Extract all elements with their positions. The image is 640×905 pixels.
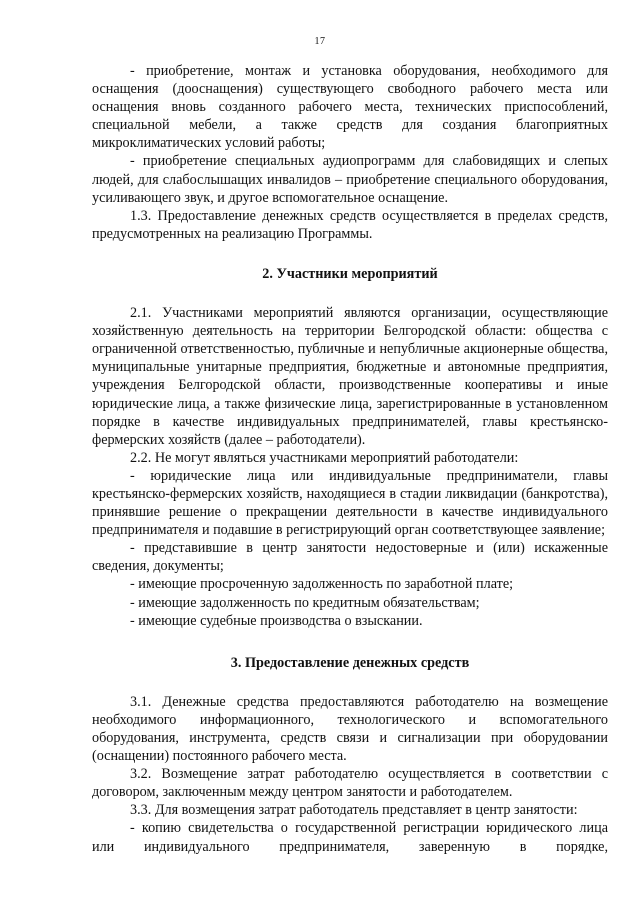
paragraph-3-2: 3.2. Возмещение затрат работодателю осуществляется в соответствии с договором, заключенным между центром занятости и работодателем. bbox=[92, 766, 608, 801]
paragraph-2-2: 2.2. Не могут являться участниками мероприятий работодатели: bbox=[130, 449, 519, 466]
list-item-registration-copy: - копию свидетельства о государственной регистрации юридического лица или индивидуального предпринимателя, заверенную в порядке, bbox=[92, 820, 608, 855]
list-item-liquidation: - юридические лица или индивидуальные предприниматели, главы крестьянско-фермерских хозяйств, находящиеся в стадии ликвидации (банкротства), принявшие решение о прекращении деятельности в качестве индивидуального предпринимателя и подавшие в регистрирующий орган соответствующее заявление; bbox=[92, 467, 608, 539]
paragraph-equipment-purchase: - приобретение, монтаж и установка оборудования, необходимого для оснащения (дооснащения) существующего свободного рабочего места или оснащения вновь созданного рабочего места, технических приспособлений, специальной мебели, а также средств для создания благоприятных микроклиматических условий работы; bbox=[92, 63, 608, 152]
paragraph-3-1: 3.1. Денежные средства предоставляются работодателю на возмещение необходимого информационного, технологического и вспомогательного оборудования, инструмента, средств связи и сигнализации при оборудовании (оснащении) постоянного рабочего места. bbox=[92, 693, 608, 765]
section-2-heading: 2. Участники мероприятий bbox=[262, 265, 438, 282]
list-item-credit-debt: - имеющие задолженность по кредитным обязательствам; bbox=[130, 594, 480, 611]
paragraph-3-3: 3.3. Для возмещения затрат работодатель представляет в центр занятости: bbox=[130, 802, 578, 819]
list-item-wage-debt: - имеющие просроченную задолженность по заработной плате; bbox=[130, 576, 514, 593]
section-3-heading: 3. Предоставление денежных средств bbox=[230, 654, 470, 671]
list-item-false-info: - представившие в центр занятости недостоверные и (или) искаженные сведения, документы; bbox=[92, 540, 608, 575]
paragraph-2-1: 2.1. Участниками мероприятий являются организации, осуществляющие хозяйственную деятельность на территории Белгородской области: общества с ограниченной ответственностью, публичные и непубличные акционерные общества, муниципальные унитарные предприятия, бюджетные и автономные предприятия, учреждения Белгородской области, производственные кооперативы и иные юридические лица, а также физические лица, зарегистрированные в установленном порядке в качестве индивидуальных предпринимателей, главы крестьянско-фермерских хозяйств (далее – работодатели). bbox=[92, 305, 608, 448]
paragraph-1-3: 1.3. Предоставление денежных средств осуществляется в пределах средств, предусмотренных на реализацию Программы. bbox=[92, 207, 608, 242]
list-item-court-proceedings: - имеющие судебные производства о взыскании. bbox=[130, 612, 423, 629]
page-number: 17 bbox=[314, 36, 326, 47]
document-body bbox=[92, 62, 608, 856]
paragraph-audio-programs: - приобретение специальных аудиопрограмм для слабовидящих и слепых людей, для слабослышащих инвалидов – приобретение специального оборудования, усиливающего звук, и другое вспомогательное оснащение. bbox=[92, 153, 608, 206]
